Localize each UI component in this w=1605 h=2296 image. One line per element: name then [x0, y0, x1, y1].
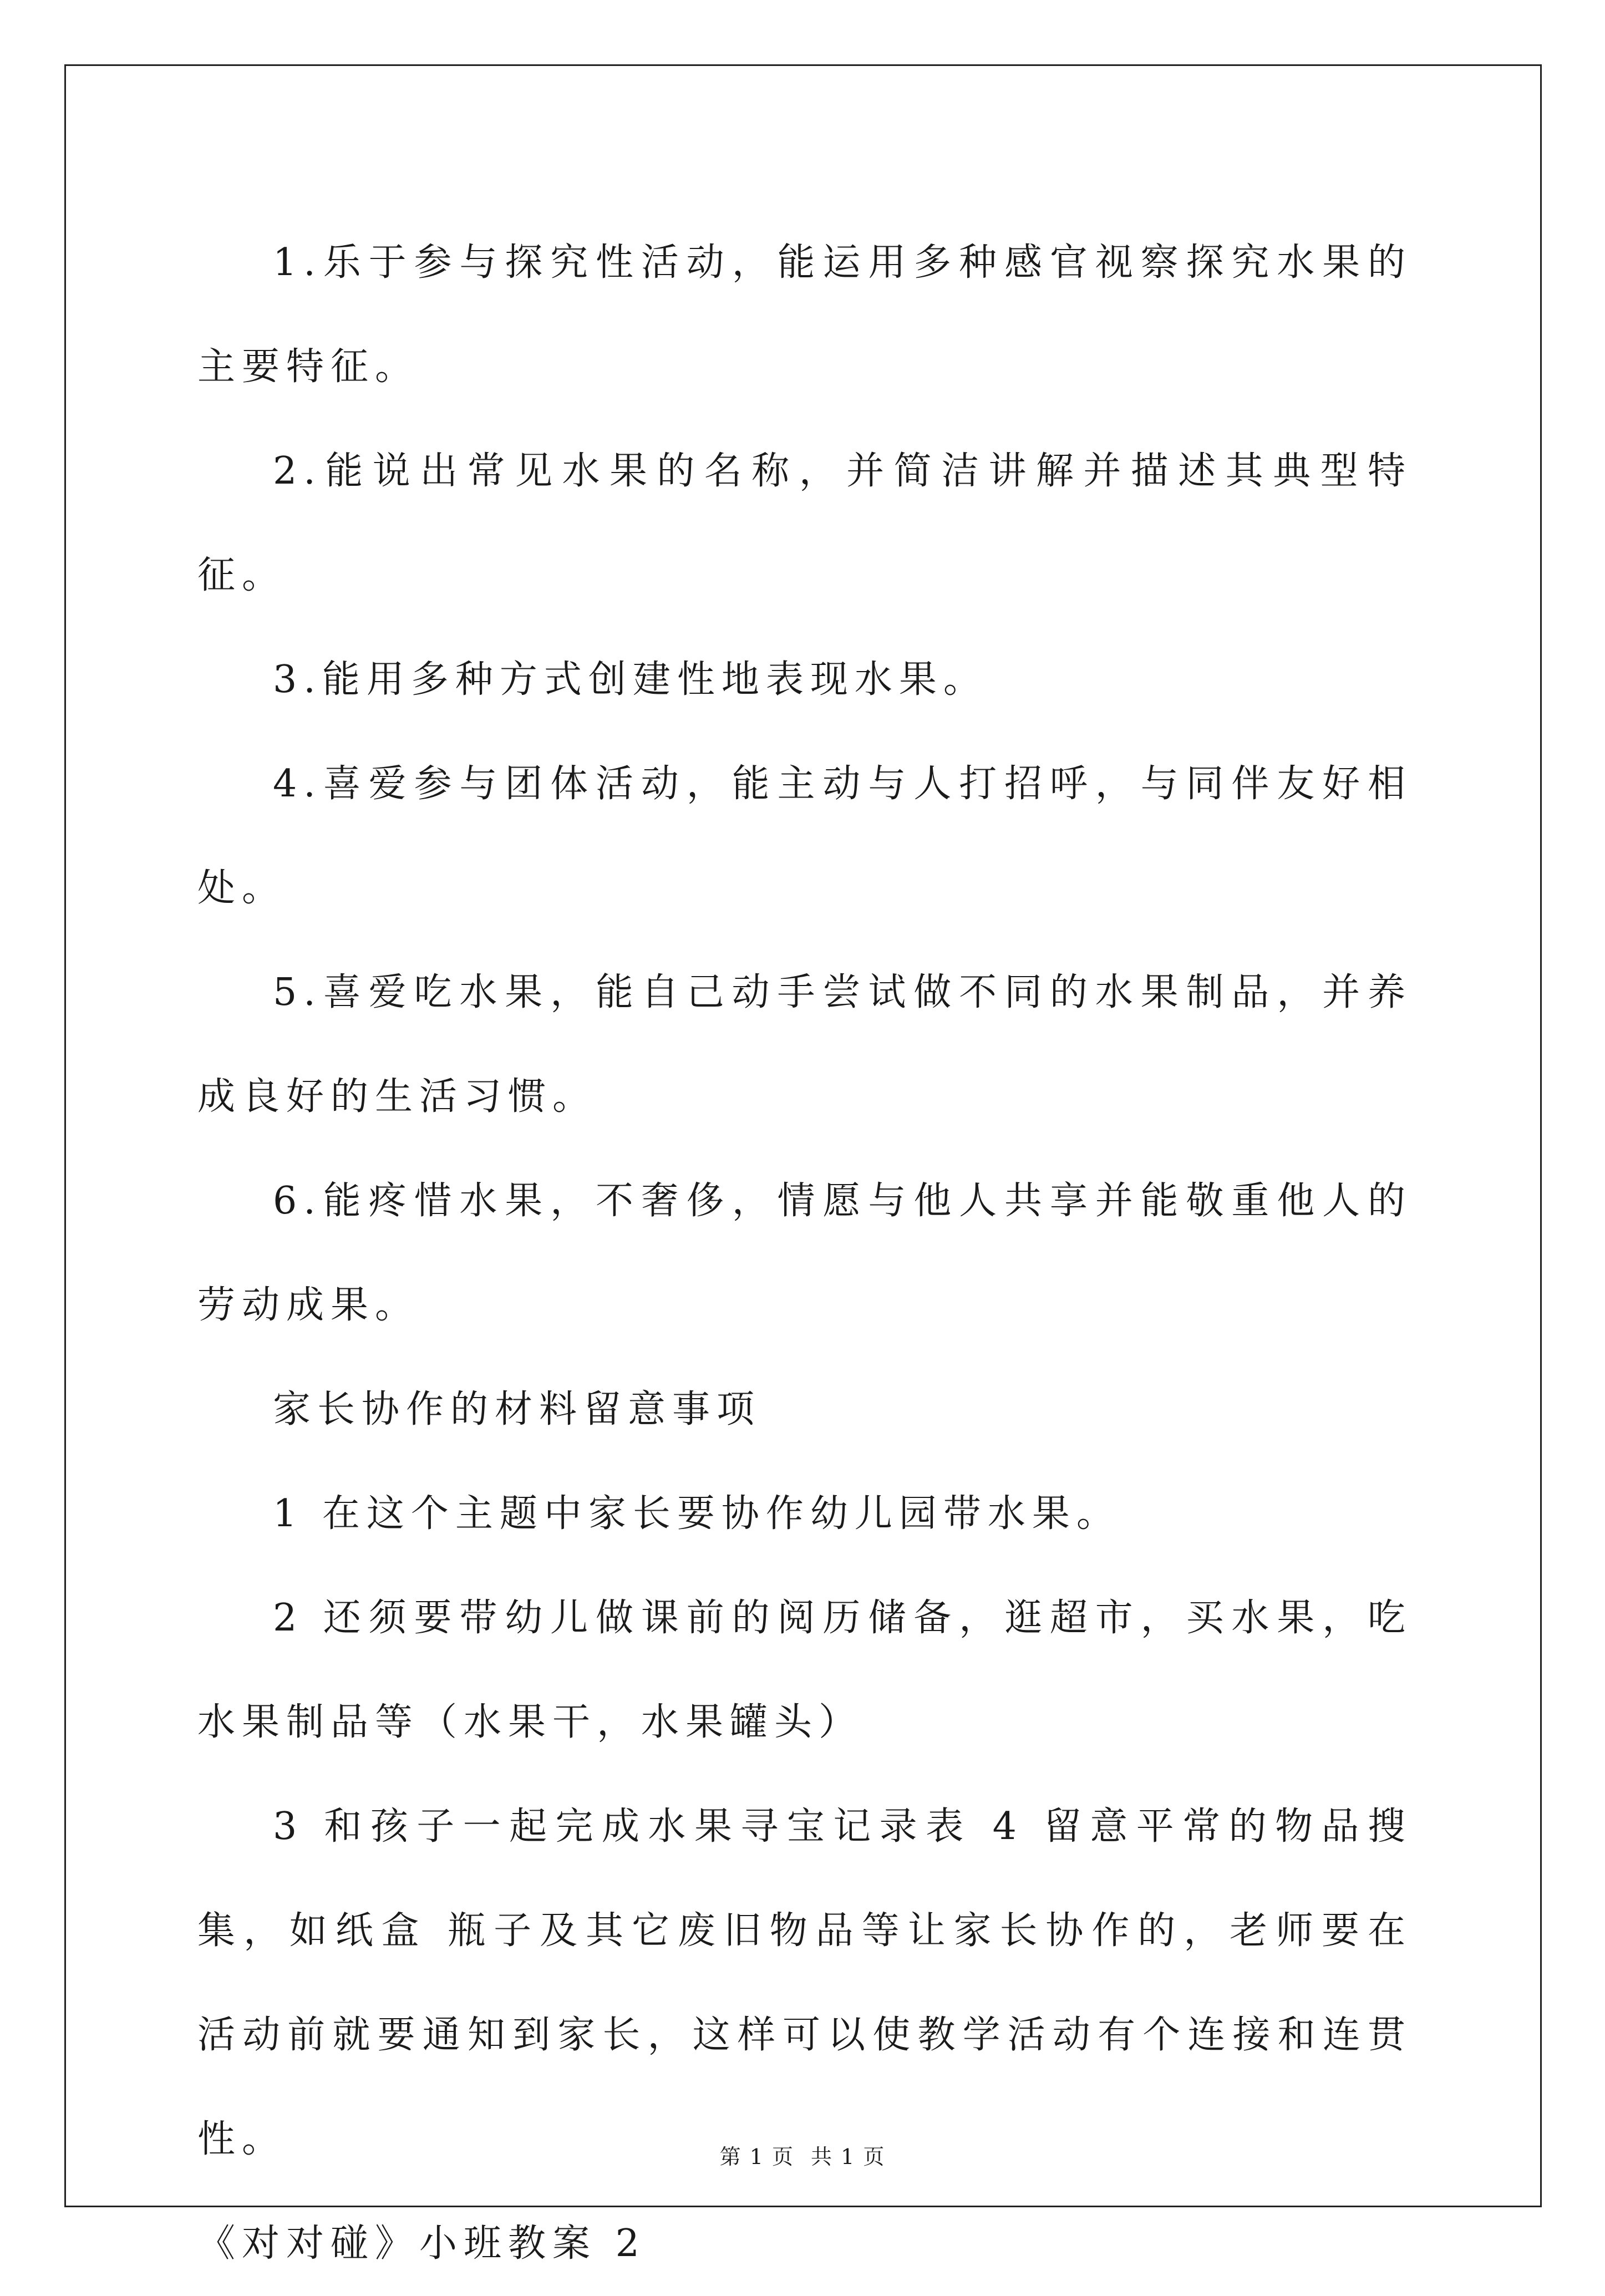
objective-6: 6.能疼惜水果，不奢侈，情愿与他人共享并能敬重他人的劳动成果。: [197, 1179, 1412, 1327]
parent-note-3: 3 和孩子一起完成水果寻宝记录表 4 留意平常的物品搜集，如纸盒 瓶子及其它废旧物品等让家长协作的，老师要在活动前就要通知到家长，这样可以使教学活动有个连接和连贯性。: [197, 1805, 1412, 2161]
page-total: 共 1 页: [811, 2145, 886, 2169]
objective-1: 1.乐于参与探究性活动，能运用多种感官视察探究水果的主要特征。: [197, 241, 1412, 389]
parent-note-1: 1 在这个主题中家长要协作幼儿园带水果。: [273, 1492, 1121, 1536]
objective-3: 3.能用多种方式创建性地表现水果。: [273, 658, 988, 702]
objective-5: 5.喜爱吃水果，能自己动手尝试做不同的水果制品，并养成良好的生活习惯。: [197, 971, 1412, 1119]
section-heading-parent-cooperation: 家长协作的材料留意事项: [273, 1388, 761, 1431]
objective-4: 4.喜爱参与团体活动，能主动与人打招呼，与同伴友好相处。: [197, 762, 1412, 910]
page-number: 第 1 页: [719, 2145, 794, 2169]
lesson-title: 《对对碰》小班教案 2: [197, 2222, 646, 2265]
parent-note-2: 2 还须要带幼儿做课前的阅历储备，逛超市，买水果，吃水果制品等（水果干，水果罐头）: [197, 1596, 1412, 1744]
page-footer: [0, 2140, 1605, 2170]
objective-2: 2.能说出常见水果的名称，并简洁讲解并描述其典型特征。: [197, 449, 1412, 597]
document-body: [197, 211, 1412, 2296]
